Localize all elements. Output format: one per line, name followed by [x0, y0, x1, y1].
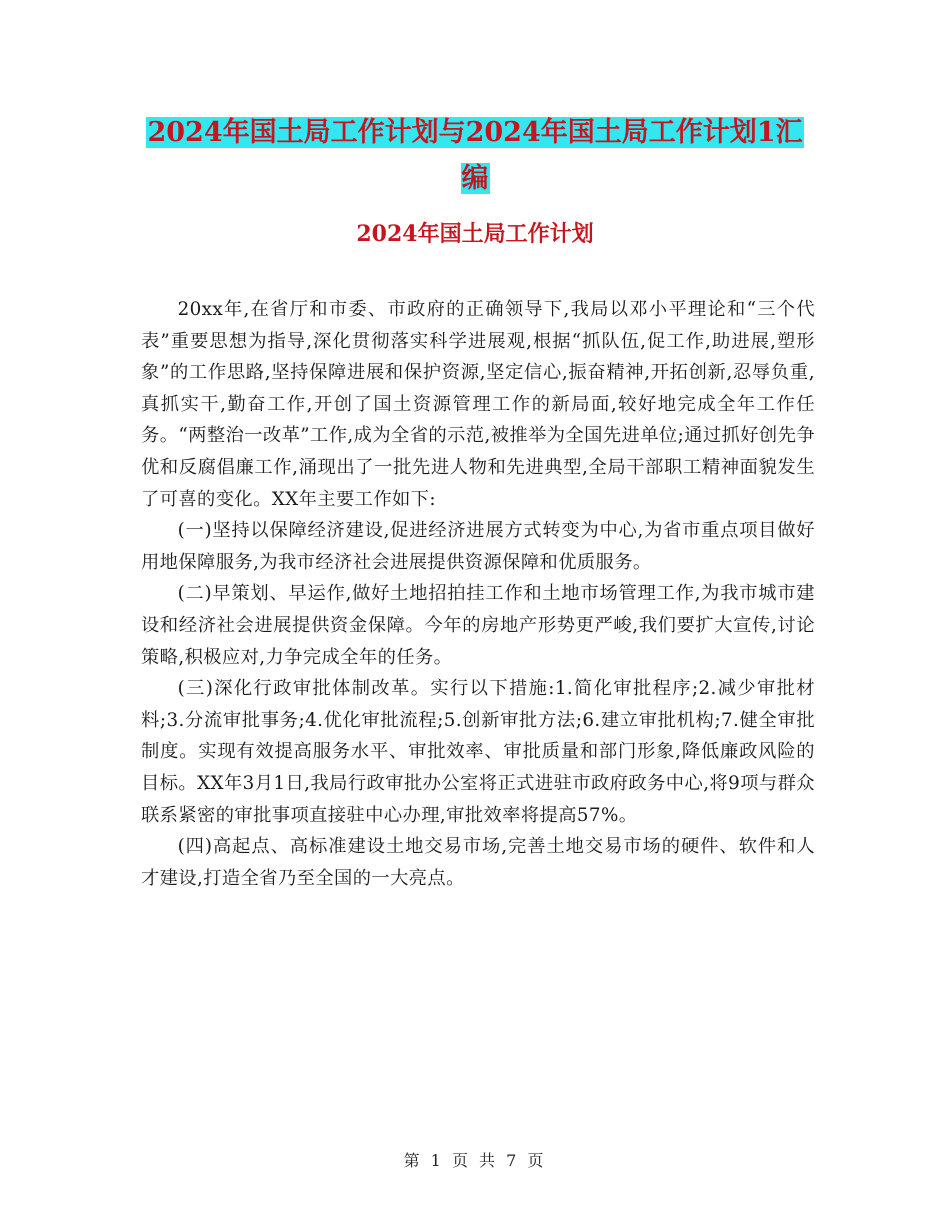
document-title-line2: 编 — [461, 163, 489, 194]
document-body — [141, 294, 815, 894]
page-footer: 第 1 页 共 7 页 — [403, 1151, 547, 1170]
paragraph: (一)坚持以保障经济建设,促进经济进展方式转变为中心,为省市重点项目做好用地保障服务,为我市经济社会进展提供资源保障和优质服务。 — [141, 520, 815, 573]
document-title-line1: 2024年国土局工作计划与2024年国土局工作计划1汇 — [147, 117, 803, 148]
section-title: 2024年国土局工作计划 — [356, 221, 594, 247]
paragraph: (三)深化行政审批体制改革。实行以下措施:1.简化审批程序;2.减少审批材料;3.分流审批事务;4.优化审批流程;5.创新审批方法;6.建立审批机构;7.健全审批制度。实现有效提高服务水平、审批效率、审批质量和部门形象,降低廉政风险的目标。XX年3月1日,我局行政审批办公室将正式进驻市政府政务中心,将9项与群众联系紧密的审批事项直接驻中心办理,审批效率将提高57%。 — [141, 678, 815, 826]
document-title — [140, 110, 810, 202]
paragraph: 20xx年,在省厅和市委、市政府的正确领导下,我局以邓小平理论和“三个代表”重要思想为指导,深化贯彻落实科学进展观,根据“抓队伍,促工作,助进展,塑形象”的工作思路,坚持保障进展和保护资源,坚定信心,振奋精神,开拓创新,忍辱负重,真抓实干,勤奋工作,开创了国土资源管理工作的新局面,较好地完成全年工作任务。“两整治一改革”工作,成为全省的示范,被推举为全国先进单位;通过抓好创先争优和反腐倡廉工作,涌现出了一批先进人物和先进典型,全局干部职工精神面貌发生了可喜的变化。XX年主要工作如下: — [141, 299, 815, 510]
paragraph: (二)早策划、早运作,做好土地招拍挂工作和土地市场管理工作,为我市城市建设和经济社会进展提供资金保障。今年的房地产形势更严峻,我们要扩大宣传,讨论策略,积极应对,力争完成全年的任务。 — [141, 583, 815, 668]
paragraph: (四)高起点、高标准建设土地交易市场,完善土地交易市场的硬件、软件和人才建设,打造全省乃至全国的一大亮点。 — [141, 836, 815, 889]
